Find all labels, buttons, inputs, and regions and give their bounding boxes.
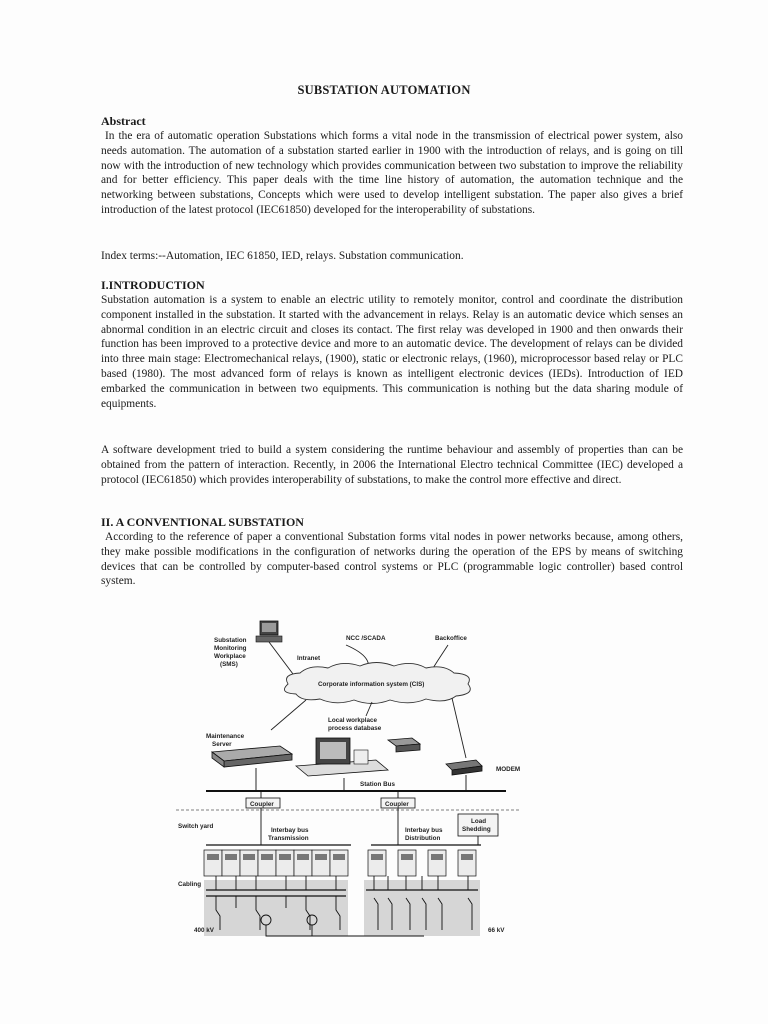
backoffice-label: Backoffice: [435, 635, 467, 642]
substation-architecture-figure: [176, 618, 521, 940]
ncc-scada-label: NCC /SCADA: [346, 635, 386, 642]
load-shedding-label-line2: Shedding: [462, 826, 491, 833]
sms-label-line2: Monitoring: [214, 645, 247, 652]
printer-icon: [388, 738, 420, 752]
interbay-distribution-label-line2: Distribution: [405, 835, 441, 842]
sms-label-line3: Workplace: [214, 653, 246, 660]
interbay-transmission-label-line1: Interbay bus: [271, 827, 309, 834]
intranet-label: Intranet: [297, 655, 321, 662]
introduction-paragraph-1: Substation automation is a system to enable an electric utility to remotely monitor, control and coordinate the distribution component installed in the substation. It started with the advancement in relays. Relay is an automatic device which senses an abnormal condition in an electric circuit and closes its contact. The first relay was developed in 1900 and then onwards their function has been improved to a protective device and more to an automatic device. The development of relays can be divided into three main stage: Electromechanical relays, (1900), static or electronic relays, (1960), microprocessor based relay or PLC based (1980). The most advanced form of relays is known as intelligent electronic devices (IEDs). Introduction of IED embarked the communication in between two equipments. This communication is nothing but the data sharing module of equipments.: [101, 294, 683, 410]
cloud-to-local-link: [366, 702, 372, 716]
maintenance-server-icon: [212, 746, 292, 767]
cabling-label: Cabling: [178, 881, 202, 888]
abstract-text: In the era of automatic operation Substations which forms a vital node in the transmission of electrical power system, also needs automation. The automation of a substation started earlier in 1900 with the introduction of relays, and is going on till now with the introduction of new technology which provides communication between two substation to improve the reliability and for better efficiency. This paper deals with the time line history of automation, the automation technique and the networking between substations, Concepts which were used to develop intelligent substation. The paper also gives a brief introduction of the latest protocol (IEC61850) developed for the interoperability of substations.: [101, 130, 683, 216]
voltage-400kv-label: 400 kV: [194, 927, 214, 934]
abstract-section: [101, 113, 683, 218]
switch-yard-label: Switch yard: [178, 823, 214, 830]
coupler-label-2: Coupler: [385, 801, 409, 808]
modem-icon: [446, 760, 482, 775]
interbay-transmission-label-line2: Transmission: [268, 835, 309, 842]
cloud-to-modem-link: [452, 698, 466, 758]
intranet-link: [269, 642, 296, 678]
introduction-heading: I.INTRODUCTION: [101, 278, 205, 292]
index-terms: Index terms:--Automation, IEC 61850, IED, relays. Substation communication.: [101, 250, 464, 262]
local-workplace-label-line1: Local workplace: [328, 717, 377, 724]
coupler-label-1: Coupler: [250, 801, 274, 808]
modem-label: MODEM: [496, 766, 521, 773]
distribution-bay-cabinets: [368, 850, 476, 876]
cis-label: Corporate information system (CIS): [318, 681, 425, 688]
maintenance-label-line1: Maintenance: [206, 733, 245, 740]
interbay-distribution-label-line1: Interbay bus: [405, 827, 443, 834]
local-workplace-computer-icon: [296, 738, 388, 776]
introduction-section: [101, 277, 683, 411]
index-terms-section: [101, 249, 683, 264]
station-bus-label: Station Bus: [360, 781, 395, 788]
paper-title: SUBSTATION AUTOMATION: [297, 83, 471, 97]
abstract-heading: Abstract: [101, 114, 146, 128]
local-workplace-label-line2: process database: [328, 725, 382, 732]
introduction-paragraph-2: A software development tried to build a system considering the runtime behaviour and assembly of properties than can be obtained from the pattern of interaction. Recently, in 2006 the International Electro technical Committee (IEC) developed a protocol (IEC61850) which provides interoperability of substations, to make the control more effective and direct.: [101, 444, 683, 486]
voltage-66kv-label: 66 kV: [488, 927, 505, 934]
sms-computer-icon: [256, 621, 282, 642]
section2-text: According to the reference of paper a conventional Substation forms vital nodes in power networks because, among others, they make possible modifications in the configuration of networks during the operation of the EPS by means of switching devices that can be controlled by computer-based control systems or PLC (programmable logic controller) based control system.: [101, 531, 683, 588]
architecture-diagram: [176, 618, 521, 940]
sms-label-line4: (SMS): [220, 661, 238, 668]
conventional-substation-section: [101, 514, 683, 589]
section2-heading: II. A CONVENTIONAL SUBSTATION: [101, 515, 304, 529]
introduction-paragraph-2-block: [101, 443, 683, 487]
sms-label-line1: Substation: [214, 637, 247, 644]
load-shedding-label-line1: Load: [471, 818, 487, 825]
cloud-to-maintenance-link: [271, 700, 306, 730]
maintenance-label-line2: Server: [212, 741, 232, 748]
transmission-switchgear-area: [204, 880, 348, 936]
transmission-bay-cabinets: [204, 850, 348, 876]
